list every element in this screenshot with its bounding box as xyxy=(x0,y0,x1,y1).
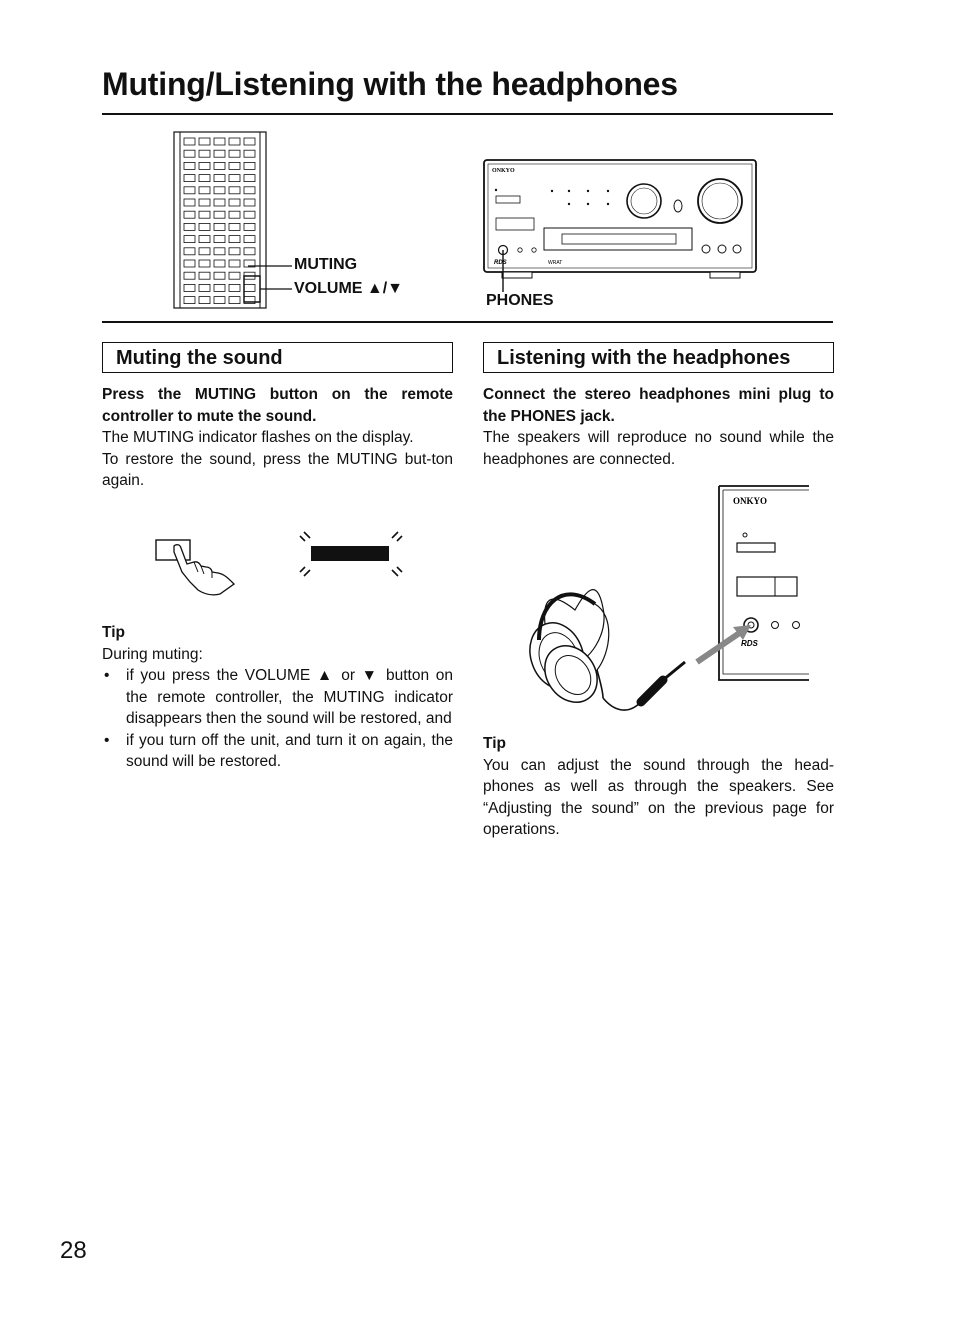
headphones-instruction: Connect the stereo headphones mini plug to the PHONES jack. xyxy=(483,386,834,425)
remote-button-shape xyxy=(244,199,255,206)
remote-button-shape xyxy=(229,138,240,145)
remote-button-shape xyxy=(214,175,225,182)
remote-button-shape xyxy=(184,260,195,267)
headphones-paragraph-1: The speakers will reproduce no sound while the headphones are connected. xyxy=(483,429,834,468)
remote-button-shape xyxy=(184,236,195,243)
remote-button-shape xyxy=(244,236,255,243)
remote-button-shape xyxy=(229,199,240,206)
remote-button-shape xyxy=(184,162,195,169)
remote-button-shape xyxy=(214,248,225,255)
muting-paragraph-2: To restore the sound, press the MUTING but-ton again. xyxy=(102,450,453,489)
muting-indicator-flashing-illustration xyxy=(296,528,406,580)
remote-button-shape xyxy=(199,187,210,194)
remote-button-shape xyxy=(214,162,225,169)
title-rule xyxy=(102,113,833,115)
remote-button-shape xyxy=(229,223,240,230)
remote-button-shape xyxy=(229,162,240,169)
rds-logo-closeup: RDS xyxy=(741,639,758,648)
hand-pressing-button-illustration xyxy=(154,536,238,598)
remote-button-shape xyxy=(199,236,210,243)
rds-logo: RDS xyxy=(494,260,507,266)
onkyo-logo: ONKYO xyxy=(492,168,515,174)
muting-tip-intro: During muting: xyxy=(102,645,203,663)
remote-button-shape xyxy=(214,260,225,267)
remote-button-shape xyxy=(229,187,240,194)
muting-tip xyxy=(102,622,453,773)
remote-button-shape xyxy=(229,150,240,157)
remote-button-shape xyxy=(229,211,240,218)
wrat-logo: WRAT xyxy=(548,260,563,266)
remote-button-shape xyxy=(214,138,225,145)
figure-rule xyxy=(102,321,833,323)
remote-button-shape xyxy=(244,211,255,218)
remote-button-shape xyxy=(214,223,225,230)
muting-tip-bullet: • if you press the VOLUME ▲ or ▼ button on the remote controller, the MUTING indicator disappears then the sound will be restored, and xyxy=(102,665,453,730)
remote-button-shape xyxy=(199,175,210,182)
volume-callout-label: VOLUME ▲/▼ xyxy=(294,280,404,297)
remote-button-shape xyxy=(229,297,240,304)
headphones-tip xyxy=(483,733,834,841)
remote-button-shape xyxy=(199,297,210,304)
remote-button-shape xyxy=(184,248,195,255)
amplifier-front-illustration xyxy=(482,158,758,282)
phones-callout-label: PHONES xyxy=(486,292,554,309)
remote-button-shape xyxy=(214,236,225,243)
remote-button-shape xyxy=(199,223,210,230)
remote-button-shape xyxy=(244,162,255,169)
remote-button-shape xyxy=(184,175,195,182)
remote-button-shape xyxy=(184,223,195,230)
remote-button-shape xyxy=(229,272,240,279)
remote-button-shape xyxy=(229,236,240,243)
headphones-tip-heading: Tip xyxy=(483,735,506,752)
remote-button-shape xyxy=(244,223,255,230)
headphones-section-heading: Listening with the headphones xyxy=(483,342,834,373)
remote-button-shape xyxy=(229,175,240,182)
remote-button-shape xyxy=(199,199,210,206)
remote-button-shape xyxy=(199,248,210,255)
page-number: 28 xyxy=(60,1237,87,1264)
remote-button-shape xyxy=(199,150,210,157)
remote-button-shape xyxy=(184,284,195,291)
remote-button-shape xyxy=(199,284,210,291)
muting-instruction: Press the MUTING button on the remote controller to mute the sound. xyxy=(102,386,453,425)
remote-button-shape xyxy=(244,138,255,145)
remote-button-shape xyxy=(184,297,195,304)
remote-button-shape xyxy=(184,187,195,194)
remote-button-shape xyxy=(184,199,195,206)
remote-button-shape xyxy=(244,150,255,157)
remote-button-shape xyxy=(199,211,210,218)
remote-button-shape xyxy=(199,162,210,169)
headphones-section-body xyxy=(483,384,834,470)
muting-section-body xyxy=(102,384,453,492)
remote-button-shape xyxy=(244,175,255,182)
remote-button-shape xyxy=(199,260,210,267)
muting-paragraph-1: The MUTING indicator flashes on the display. xyxy=(102,429,414,446)
remote-button-shape xyxy=(214,272,225,279)
remote-button-shape xyxy=(214,150,225,157)
remote-button-shape xyxy=(184,272,195,279)
remote-button-shape xyxy=(199,138,210,145)
remote-button-shape xyxy=(184,211,195,218)
remote-button-shape xyxy=(229,260,240,267)
remote-button-shape xyxy=(184,138,195,145)
muting-tip-list xyxy=(102,665,453,773)
headphones-tip-text: You can adjust the sound through the head-phones as well as through the speakers. See “Adjusting the sound” on the previous page for operations. xyxy=(483,756,834,838)
onkyo-logo-closeup: ONKYO xyxy=(733,496,768,506)
muting-section-heading: Muting the sound xyxy=(102,342,453,373)
muting-tip-heading: Tip xyxy=(102,624,125,641)
remote-button-shape xyxy=(214,297,225,304)
remote-button-shape xyxy=(214,211,225,218)
page-title: Muting/Listening with the headphones xyxy=(102,66,678,102)
remote-button-shape xyxy=(184,150,195,157)
remote-button-shape xyxy=(214,199,225,206)
remote-button-shape xyxy=(199,272,210,279)
muting-callout-label: MUTING xyxy=(294,256,358,273)
headphones-connection-illustration xyxy=(515,484,811,720)
remote-button-shape xyxy=(244,248,255,255)
remote-button-shape xyxy=(214,187,225,194)
remote-button-shape xyxy=(229,248,240,255)
remote-button-shape xyxy=(214,284,225,291)
muting-tip-bullet: • if you turn off the unit, and turn it on again, the sound will be restored. xyxy=(102,730,453,773)
remote-button-shape xyxy=(244,187,255,194)
remote-button-shape xyxy=(229,284,240,291)
remote-pointer-lines xyxy=(240,262,300,307)
